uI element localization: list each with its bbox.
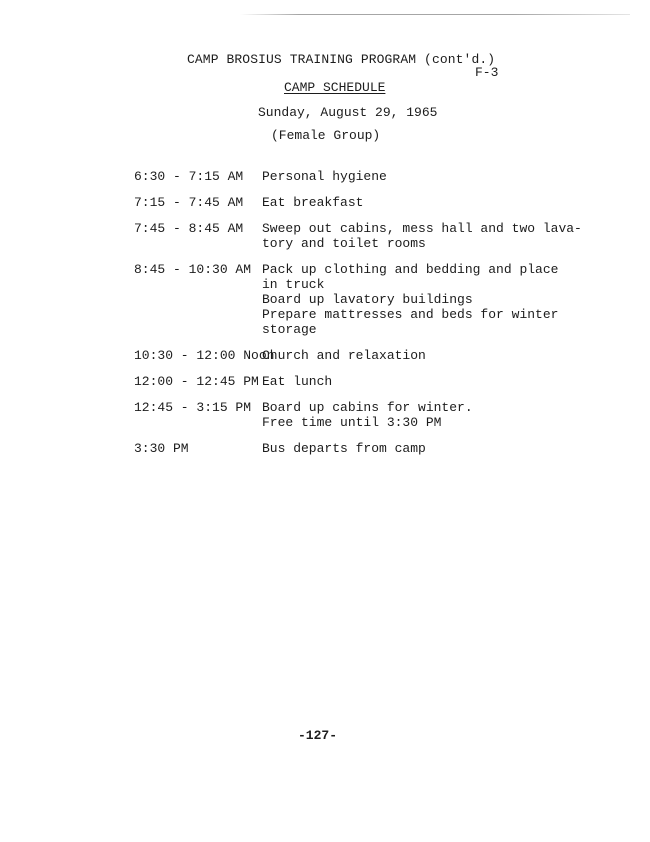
activity-line: Board up cabins for winter.: [262, 400, 473, 415]
page-number: -127-: [298, 728, 338, 743]
activity-line: Sweep out cabins, mess hall and two lava-: [262, 221, 582, 236]
entry-time: 6:30 - 7:15 AM: [134, 169, 244, 184]
entry-activity: [262, 195, 554, 210]
entry-activity: [262, 400, 554, 430]
schedule-heading: CAMP SCHEDULE: [284, 80, 386, 95]
activity-line: Eat breakfast: [262, 195, 364, 210]
schedule-list: [134, 169, 582, 467]
schedule-entry: [134, 195, 554, 210]
activity-line: Prepare mattresses and beds for winter: [262, 307, 559, 322]
entry-time: 12:00 - 12:45 PM: [134, 374, 259, 389]
activity-line: tory and toilet rooms: [262, 236, 426, 251]
activity-line: Free time until 3:30 PM: [262, 415, 442, 430]
activity-line: Personal hygiene: [262, 169, 387, 184]
entry-time: 7:45 - 8:45 AM: [134, 221, 244, 236]
scan-edge-line: [240, 14, 630, 15]
schedule-entry: [134, 169, 554, 184]
entry-time: 7:15 - 7:45 AM: [134, 195, 244, 210]
entry-activity: [262, 169, 554, 184]
schedule-entry: [134, 400, 554, 430]
activity-line: Bus departs from camp: [262, 441, 426, 456]
entry-time: 3:30 PM: [134, 441, 189, 456]
schedule-date: Sunday, August 29, 1965: [258, 105, 438, 120]
entry-activity: [262, 348, 554, 363]
schedule-entry: [134, 374, 554, 389]
schedule-entry: [134, 348, 554, 363]
group-label: (Female Group): [271, 128, 381, 143]
activity-line: in truck: [262, 277, 325, 292]
entry-activity: [262, 221, 582, 251]
activity-line: Pack up clothing and bedding and place: [262, 262, 559, 277]
schedule-entry: [134, 262, 559, 337]
entry-activity: [262, 441, 554, 456]
page-code: F-3: [475, 65, 499, 80]
activity-line: Church and relaxation: [262, 348, 426, 363]
entry-time: 12:45 - 3:15 PM: [134, 400, 252, 415]
activity-line: Board up lavatory buildings: [262, 292, 473, 307]
schedule-entry: [134, 221, 582, 251]
entry-time: 8:45 - 10:30 AM: [134, 262, 252, 277]
activity-line: storage: [262, 322, 317, 337]
document-title: CAMP BROSIUS TRAINING PROGRAM (cont'd.): [187, 52, 496, 67]
activity-line: Eat lunch: [262, 374, 333, 389]
entry-activity: [262, 374, 554, 389]
entry-time: 10:30 - 12:00 Noon: [134, 348, 275, 363]
entry-activity: [262, 262, 558, 337]
schedule-entry: [134, 441, 554, 456]
